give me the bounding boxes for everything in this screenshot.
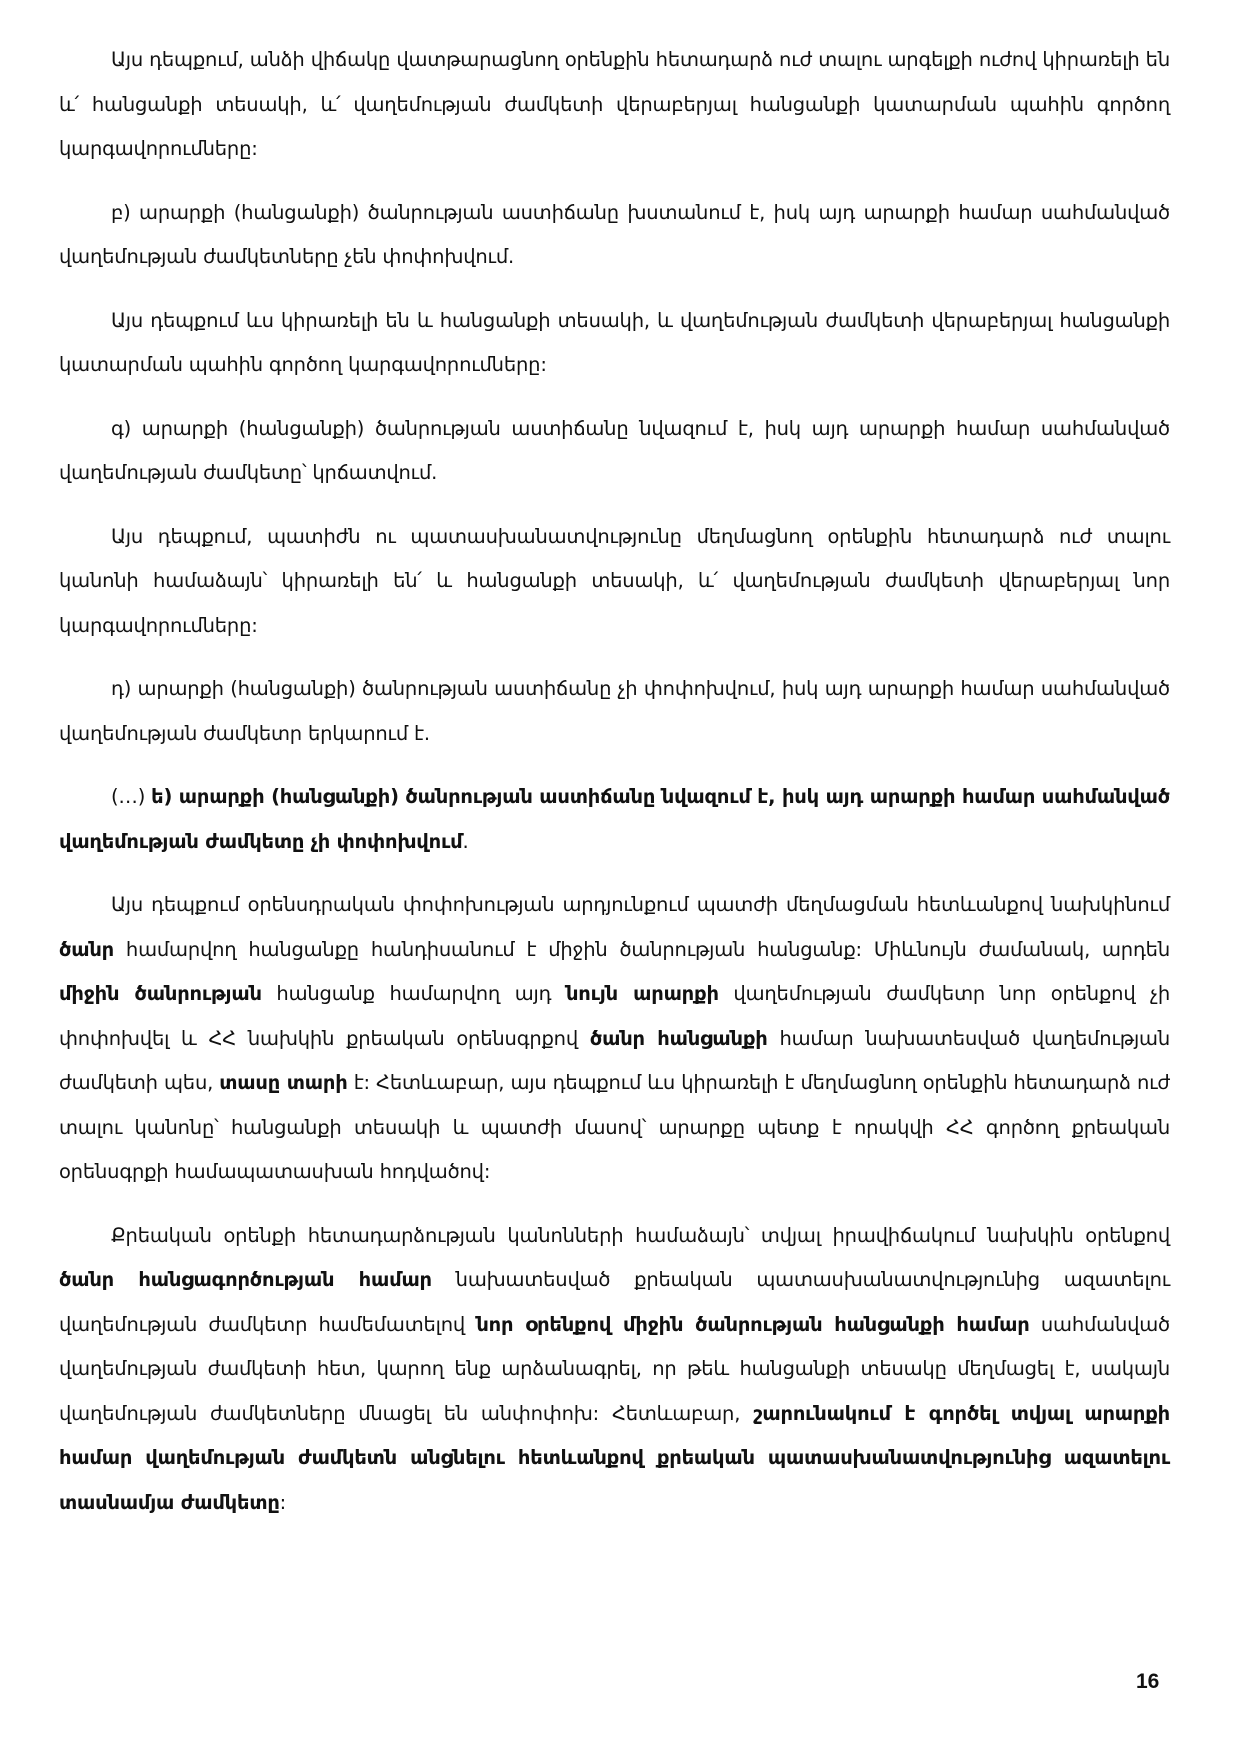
bold-text-run: տասը տարի — [219, 1071, 348, 1094]
bold-text-run: ծանր — [59, 937, 114, 961]
document-body — [59, 38, 1170, 1544]
bold-text-run: նոր օրենքով միջին ծանրության հանցանքի համար — [476, 1312, 1030, 1336]
text-run: : — [279, 1490, 287, 1514]
paragraph — [59, 775, 1170, 864]
text-run: նախատեսված քրեական պատասխանատվությունից ազատելու վաղեմության ժամկետր համեմատելով — [59, 1268, 1170, 1336]
paragraph — [59, 515, 1170, 649]
text-run: Այս դեպքում, անձի վիճակը վատթարացնող օրենքին հետադարձ ուժ տալու արգելքի ուժով կիրառելի են և՛ հանցանքի տեսակի, և՛ վաղեմության ժամկետի վերաբերյալ հանցանքի կատարման պահին գործող կարգավորումները: — [59, 48, 1170, 160]
text-run: Այս դեպքում, պատիժն ու պատասխանատվությունը մեղմացնող օրենքին հետադարձ ուժ տալու կանոնի համաձայն՝ կիրառելի են՛ և հանցանքի տեսակի, և՛ վաղեմության ժամկետի վերաբերյալ նոր կարգավորումները: — [59, 524, 1170, 637]
text-run: համարվող հանցանքը հանդիսանում է միջին ծանրության հանցանք: Միևնույն ժամանակ, արդեն — [114, 937, 1170, 961]
text-run: համար նախատեսված վաղեմության ժամկետի պես, — [59, 1026, 1170, 1094]
paragraph — [59, 299, 1170, 388]
page-number: 16 — [1136, 1670, 1160, 1693]
text-run: դ) արարքի (հանցանքի) ծանրության աստիճանը չի փոփոխվում, իսկ այդ արարքի համար սահմանված վաղեմության ժամկետր երկարում է. — [59, 677, 1170, 745]
text-run: բ) արարքի (հանցանքի) ծանրության աստիճանը խստանում է, իսկ այդ արարքի համար սահմանված վաղեմության ժամկետները չեն փոփոխվում. — [59, 200, 1170, 268]
paragraph — [59, 1214, 1170, 1526]
bold-text-run: ե) արարքի (հանցանքի) ծանրության աստիճանը նվազում է, իսկ այդ արարքի համար սահմանված վաղեմության ժամկետը չի փոփոխվում — [59, 785, 1170, 853]
text-run: է: Հետևաբար, այս դեպքում ևս կիրառելի է մեղմացնող օրենքին հետադարձ ուժ տալու կանոնը՝ հանցանքի տեսակի և պատժի մասով՝ արարքը պետք է որակվի ՀՀ գործող քրեական օրենսգրքի համապատասխան հոդվածով: — [59, 1071, 1170, 1183]
text-run: . — [462, 829, 469, 853]
bold-text-run: ծանր հանցագործության համար — [59, 1268, 432, 1291]
text-run: (…) — [111, 785, 152, 808]
text-run: Այս դեպքում օրենսդրական փոփոխության արդյունքում պատժի մեղմացման հետևանքով նախկինում — [111, 893, 1170, 916]
text-run: վաղեմության ժամկետր նոր օրենքով չի փոփոխվել և ՀՀ նախկին քրեական օրենսգրքով — [59, 982, 1170, 1050]
paragraph — [59, 883, 1170, 1195]
paragraph — [59, 667, 1170, 756]
text-run: Քրեական օրենքի հետադարձության կանոնների համաձայն՝ տվյալ իրավիճակում նախկին օրենքով — [111, 1223, 1170, 1247]
paragraph — [59, 38, 1170, 172]
bold-text-run: ծանր հանցանքի — [589, 1026, 768, 1050]
text-run: Այս դեպքում ևս կիրառելի են և հանցանքի տեսակի, և վաղեմության ժամկետի վերաբերյալ հանցանքի կատարման պահին գործող կարգավորումները: — [59, 308, 1170, 376]
bold-text-run: նույն արարքի — [565, 982, 719, 1005]
text-run: հանցանք համարվող այդ — [261, 982, 566, 1005]
bold-text-run: միջին ծանրության — [59, 982, 262, 1005]
text-run: գ) արարքի (հանցանքի) ծանրության աստիճանը նվազում է, իսկ այդ արարքի համար սահմանված վաղեմության ժամկետը՝ կրճատվում. — [59, 416, 1170, 484]
bold-text-run: շարունակում է գործել տվյալ արարքի համար վաղեմության ժամկետն անցնելու հետևանքով քրեական պատասխանատվությունից ազատելու տասնամյա ժամկետը — [59, 1401, 1171, 1514]
text-run: սահմանված վաղեմության ժամկետի հետ, կարող ենք արձանագրել, որ թեև հանցանքի տեսակը մեղմացել է, սակայն վաղեմության ժամկետները մնացել են անփոփոխ: Հետևաբար, — [59, 1312, 1170, 1425]
paragraph — [59, 407, 1170, 496]
paragraph — [59, 191, 1170, 280]
